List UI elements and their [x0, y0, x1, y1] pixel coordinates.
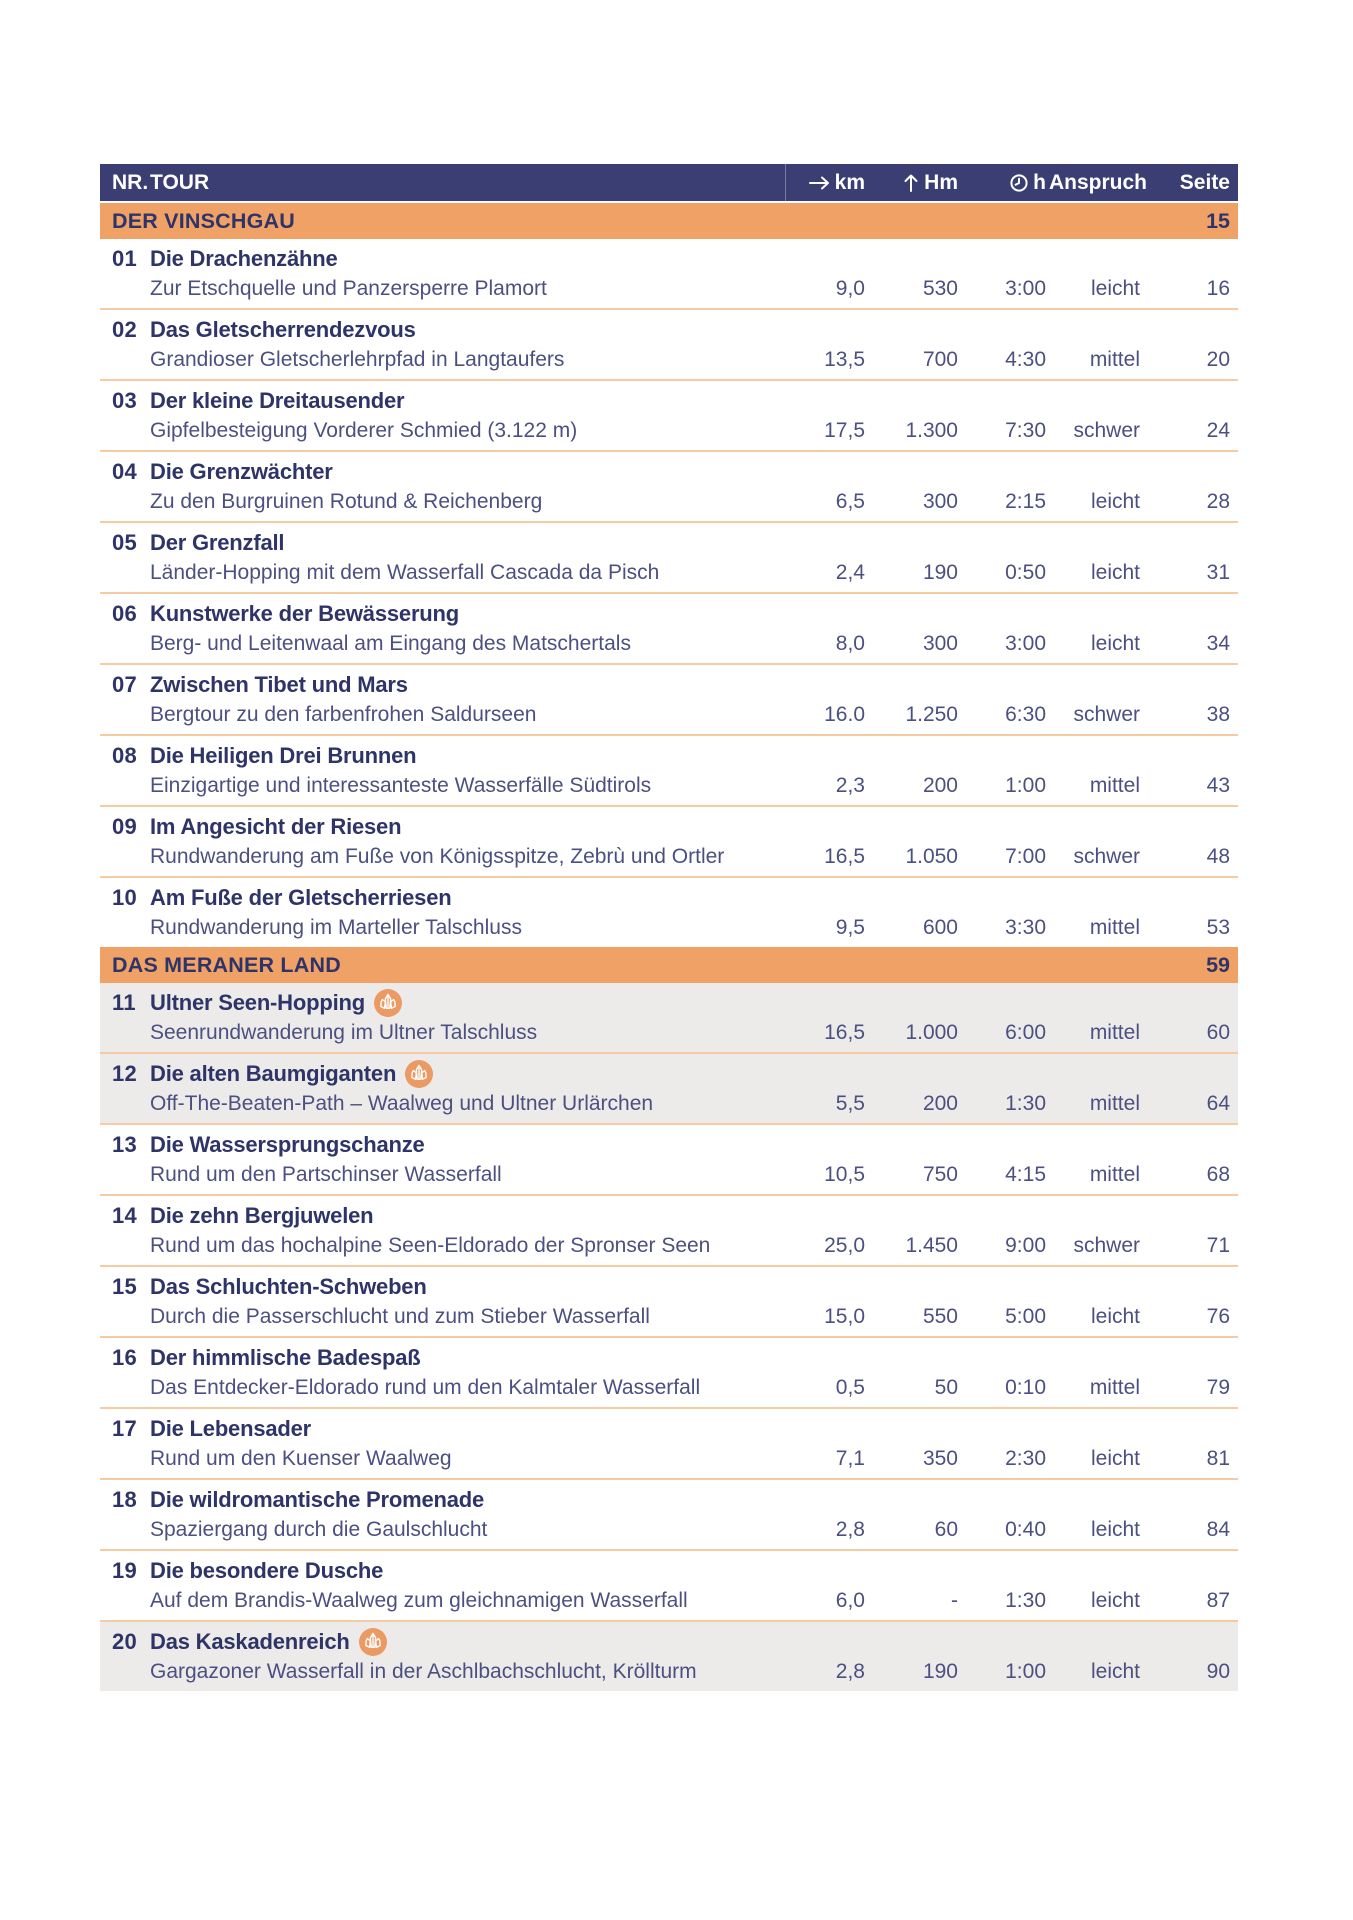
tour-row [100, 736, 1238, 807]
header-nr: NR. [112, 170, 149, 194]
tour-difficulty: leicht [1090, 1589, 1140, 1612]
tour-km: 15,0 [824, 1305, 865, 1328]
tour-subtitle: Durch die Passerschlucht und zum Stieber Wasserfall [150, 1305, 650, 1328]
tour-duration: 7:00 [1005, 845, 1046, 868]
tour-hm: 190 [922, 1660, 958, 1683]
tour-subtitle: Gipfelbesteigung Vorderer Schmied (3.122 m) [150, 419, 578, 442]
tour-number: 11 [112, 989, 136, 1015]
tour-row [100, 665, 1238, 736]
tour-page: 84 [1206, 1518, 1230, 1541]
header-seite: Seite [1179, 170, 1230, 194]
tour-title: Die Lebensader [150, 1415, 312, 1441]
tour-difficulty: leicht [1090, 1518, 1140, 1541]
tour-row [100, 381, 1238, 452]
tour-hm: 750 [922, 1163, 958, 1186]
crystal-badge-icon [405, 1060, 433, 1088]
tour-duration: 3:00 [1005, 632, 1046, 655]
tour-duration: 3:30 [1005, 916, 1046, 939]
tour-page: 90 [1206, 1660, 1230, 1683]
section-band [100, 203, 1238, 239]
tour-title: Ultner Seen-Hopping [150, 989, 365, 1015]
tour-title: Das Gletscherrendezvous [150, 316, 416, 342]
tour-km: 25,0 [824, 1234, 865, 1257]
tour-number: 17 [112, 1415, 138, 1441]
tour-subtitle: Seenrundwanderung im Ultner Talschluss [150, 1021, 538, 1044]
tour-duration: 0:50 [1005, 561, 1046, 584]
tour-km: 0,5 [835, 1376, 865, 1399]
tour-title: Das Schluchten-Schweben [150, 1273, 427, 1299]
tour-duration: 2:15 [1005, 490, 1046, 513]
tour-duration: 5:00 [1005, 1305, 1046, 1328]
tour-duration: 1:30 [1005, 1092, 1046, 1115]
tour-row [100, 239, 1238, 310]
tour-row [100, 1551, 1238, 1622]
tour-title-cell [150, 1127, 1238, 1162]
tour-duration: 7:30 [1005, 419, 1046, 442]
tour-hm: 1.000 [905, 1021, 958, 1044]
toc-table [100, 164, 1238, 1691]
tour-page: 60 [1206, 1021, 1230, 1044]
tour-km: 2,8 [835, 1518, 865, 1541]
tour-title-cell [150, 1411, 1238, 1446]
tour-duration: 3:00 [1005, 277, 1046, 300]
tour-title: Die alten Baumgiganten [150, 1060, 397, 1086]
tour-difficulty: leicht [1090, 1447, 1140, 1470]
tour-km: 9,5 [835, 916, 865, 939]
tour-difficulty: mittel [1089, 774, 1140, 797]
tour-title: Der Grenzfall [150, 529, 285, 555]
tour-title-cell [150, 809, 1238, 844]
tour-title-cell [150, 454, 1238, 489]
tour-title: Die zehn Bergjuwelen [150, 1202, 374, 1228]
tour-title-cell [150, 1482, 1238, 1517]
tour-km: 10,5 [824, 1163, 865, 1186]
tour-number: 10 [112, 884, 138, 910]
tour-duration: 1:00 [1005, 774, 1046, 797]
tour-km: 6,0 [835, 1589, 865, 1612]
tour-page: 71 [1206, 1234, 1230, 1257]
tour-km: 8,0 [835, 632, 865, 655]
tour-page: 34 [1206, 632, 1230, 655]
crystal-badge-icon [374, 989, 402, 1017]
tour-difficulty: schwer [1073, 1234, 1140, 1257]
tour-km: 6,5 [835, 490, 865, 513]
tour-title-cell [150, 1198, 1238, 1233]
tour-row [100, 1196, 1238, 1267]
tour-page: 48 [1206, 845, 1230, 868]
tour-duration: 0:10 [1005, 1376, 1046, 1399]
header-anspruch: Anspruch [1048, 170, 1147, 194]
tour-title: Der kleine Dreitausender [150, 387, 405, 413]
tour-hm: 1.450 [905, 1234, 958, 1257]
tour-km: 2,4 [835, 561, 865, 584]
tour-difficulty: mittel [1089, 1163, 1140, 1186]
header-km-label: km [834, 170, 865, 194]
tour-km: 2,3 [835, 774, 865, 797]
tour-row [100, 523, 1238, 594]
arrow-right-icon [808, 174, 831, 192]
tour-subtitle: Einzigartige und interessanteste Wasserfälle Südtirols [150, 774, 652, 797]
header-hm [865, 164, 958, 201]
tour-duration: 6:00 [1005, 1021, 1046, 1044]
tour-hm: 530 [922, 277, 958, 300]
tour-subtitle: Berg- und Leitenwaal am Eingang des Matschertals [150, 632, 631, 655]
tour-subtitle: Grandioser Gletscherlehrpfad in Langtaufers [150, 348, 565, 371]
tour-duration: 2:30 [1005, 1447, 1046, 1470]
tour-number: 20 [112, 1628, 138, 1654]
tour-page: 53 [1206, 916, 1230, 939]
tour-row [100, 1480, 1238, 1551]
tour-number: 14 [112, 1202, 138, 1228]
tour-number: 13 [112, 1131, 138, 1157]
tour-row [100, 310, 1238, 381]
tour-title-cell [150, 1340, 1238, 1375]
tour-title-cell [150, 596, 1238, 631]
tour-hm: 190 [922, 561, 958, 584]
tour-row [100, 1054, 1238, 1125]
tour-page: 43 [1206, 774, 1230, 797]
tour-hm: 1.250 [905, 703, 958, 726]
tour-hm: - [951, 1589, 958, 1612]
tour-difficulty: schwer [1073, 419, 1140, 442]
tour-page: 87 [1206, 1589, 1230, 1612]
tour-hm: 300 [922, 490, 958, 513]
tour-number: 15 [112, 1273, 138, 1299]
section-page: 59 [1206, 952, 1230, 977]
tour-duration: 9:00 [1005, 1234, 1046, 1257]
tour-title-cell [150, 667, 1238, 702]
tour-page: 79 [1206, 1376, 1230, 1399]
header-hm-label: Hm [924, 170, 958, 194]
crystal-badge-icon [359, 1628, 387, 1656]
tour-km: 9,0 [835, 277, 865, 300]
tour-row [100, 1267, 1238, 1338]
clock-icon [1009, 173, 1029, 193]
tour-number: 06 [112, 600, 138, 626]
tour-km: 5,5 [835, 1092, 865, 1115]
tour-row [100, 1409, 1238, 1480]
table-header [100, 164, 1238, 203]
tour-page: 31 [1206, 561, 1230, 584]
header-km [785, 164, 865, 201]
tour-duration: 0:40 [1005, 1518, 1046, 1541]
tour-page: 38 [1206, 703, 1230, 726]
tour-subtitle: Das Entdecker-Eldorado rund um den Kalmtaler Wasserfall [150, 1376, 701, 1399]
tour-number: 12 [112, 1060, 138, 1086]
tour-hm: 700 [922, 348, 958, 371]
tour-subtitle: Auf dem Brandis-Waalweg zum gleichnamigen Wasserfall [150, 1589, 688, 1612]
section-band [100, 947, 1238, 983]
tour-title-cell [150, 880, 1238, 915]
tour-subtitle: Rund um den Kuenser Waalweg [150, 1447, 452, 1470]
tour-title-cell [150, 1056, 1238, 1091]
tour-row [100, 983, 1238, 1054]
tour-number: 02 [112, 316, 138, 342]
tour-row [100, 878, 1238, 947]
tour-subtitle: Bergtour zu den farbenfrohen Saldurseen [150, 703, 537, 726]
tour-subtitle: Länder-Hopping mit dem Wasserfall Cascada da Pisch [150, 561, 660, 584]
tour-km: 16,5 [824, 845, 865, 868]
tour-duration: 4:30 [1005, 348, 1046, 371]
tour-page: 20 [1206, 348, 1230, 371]
tour-title-cell [150, 985, 1238, 1020]
tour-hm: 60 [934, 1518, 958, 1541]
tour-difficulty: mittel [1089, 348, 1140, 371]
arrow-up-icon [902, 173, 920, 193]
tour-subtitle: Zu den Burgruinen Rotund & Reichenberg [150, 490, 543, 513]
tour-duration: 1:00 [1005, 1660, 1046, 1683]
tour-difficulty: schwer [1073, 703, 1140, 726]
tour-title-cell [150, 1269, 1238, 1304]
header-tour: TOUR [150, 170, 210, 194]
section-label: DER VINSCHGAU [112, 208, 295, 233]
tour-title: Das Kaskadenreich [150, 1628, 350, 1654]
tour-km: 16,5 [824, 1021, 865, 1044]
tour-number: 01 [112, 245, 138, 271]
tour-row [100, 452, 1238, 523]
tour-hm: 600 [922, 916, 958, 939]
tour-difficulty: mittel [1089, 1376, 1140, 1399]
tour-difficulty: leicht [1090, 632, 1140, 655]
tour-difficulty: mittel [1089, 1092, 1140, 1115]
tour-difficulty: leicht [1090, 561, 1140, 584]
tour-subtitle: Gargazoner Wasserfall in der Aschlbachschlucht, Kröllturm [150, 1660, 697, 1683]
tour-title: Die Wassersprungschanze [150, 1131, 425, 1157]
tour-title-cell [150, 738, 1238, 773]
tour-number: 18 [112, 1486, 138, 1512]
header-h [958, 164, 1046, 201]
tour-title: Im Angesicht der Riesen [150, 813, 402, 839]
tour-row [100, 1622, 1238, 1691]
tour-number: 05 [112, 529, 138, 555]
tour-page: 28 [1206, 490, 1230, 513]
tour-km: 2,8 [835, 1660, 865, 1683]
tour-title: Zwischen Tibet und Mars [150, 671, 408, 697]
tour-hm: 350 [922, 1447, 958, 1470]
tour-subtitle: Off-The-Beaten-Path – Waalweg und Ultner Urlärchen [150, 1092, 654, 1115]
tour-page: 16 [1206, 277, 1230, 300]
tour-number: 08 [112, 742, 138, 768]
tour-row [100, 807, 1238, 878]
tour-title: Die Grenzwächter [150, 458, 333, 484]
tour-number: 03 [112, 387, 138, 413]
tour-title-cell [150, 312, 1238, 347]
tour-number: 07 [112, 671, 138, 697]
tour-page: 76 [1206, 1305, 1230, 1328]
tour-subtitle: Rund um den Partschinser Wasserfall [150, 1163, 502, 1186]
tour-subtitle: Rundwanderung am Fuße von Königsspitze, Zebrù und Ortler [150, 845, 725, 868]
tour-page: 64 [1206, 1092, 1230, 1115]
tour-difficulty: leicht [1090, 490, 1140, 513]
tour-title-cell [150, 241, 1238, 276]
tour-km: 17,5 [824, 419, 865, 442]
tour-page: 24 [1206, 419, 1230, 442]
tour-row [100, 594, 1238, 665]
tour-hm: 300 [922, 632, 958, 655]
tour-hm: 550 [922, 1305, 958, 1328]
tour-number: 16 [112, 1344, 138, 1370]
tour-difficulty: mittel [1089, 1021, 1140, 1044]
section-label: DAS MERANER LAND [112, 952, 341, 977]
tour-title-cell [150, 1624, 1238, 1659]
tour-title: Kunstwerke der Bewässerung [150, 600, 460, 626]
tour-title: Die besondere Dusche [150, 1557, 384, 1583]
tour-page: 68 [1206, 1163, 1230, 1186]
tour-number: 19 [112, 1557, 138, 1583]
tour-duration: 4:15 [1005, 1163, 1046, 1186]
tour-page: 81 [1206, 1447, 1230, 1470]
tour-title: Am Fuße der Gletscherriesen [150, 884, 452, 910]
tour-hm: 1.300 [905, 419, 958, 442]
tour-hm: 200 [922, 774, 958, 797]
tour-title: Der himmlische Badespaß [150, 1344, 421, 1370]
tour-km: 16.0 [824, 703, 865, 726]
tour-number: 09 [112, 813, 138, 839]
tour-hm: 50 [934, 1376, 958, 1399]
tour-duration: 6:30 [1005, 703, 1046, 726]
tour-duration: 1:30 [1005, 1589, 1046, 1612]
tour-km: 13,5 [824, 348, 865, 371]
tour-difficulty: schwer [1073, 845, 1140, 868]
tour-row [100, 1338, 1238, 1409]
tour-hm: 200 [922, 1092, 958, 1115]
tour-subtitle: Zur Etschquelle und Panzersperre Plamort [150, 277, 547, 300]
tour-number: 04 [112, 458, 138, 484]
tour-subtitle: Rundwanderung im Marteller Talschluss [150, 916, 522, 939]
table-body [100, 203, 1238, 1691]
tour-title-cell [150, 1553, 1238, 1588]
tour-difficulty: leicht [1090, 1660, 1140, 1683]
tour-title-cell [150, 383, 1238, 418]
tour-title-cell [150, 525, 1238, 560]
tour-subtitle: Rund um das hochalpine Seen-Eldorado der Spronser Seen [150, 1234, 711, 1257]
tour-title: Die Heiligen Drei Brunnen [150, 742, 417, 768]
tour-hm: 1.050 [905, 845, 958, 868]
tour-difficulty: mittel [1089, 916, 1140, 939]
tour-subtitle: Spaziergang durch die Gaulschlucht [150, 1518, 488, 1541]
tour-row [100, 1125, 1238, 1196]
tour-difficulty: leicht [1090, 277, 1140, 300]
tour-title: Die wildromantische Promenade [150, 1486, 485, 1512]
tour-km: 7,1 [835, 1447, 865, 1470]
header-h-label: h [1033, 170, 1046, 194]
tour-title: Die Drachenzähne [150, 245, 338, 271]
tour-difficulty: leicht [1090, 1305, 1140, 1328]
section-page: 15 [1206, 208, 1230, 233]
